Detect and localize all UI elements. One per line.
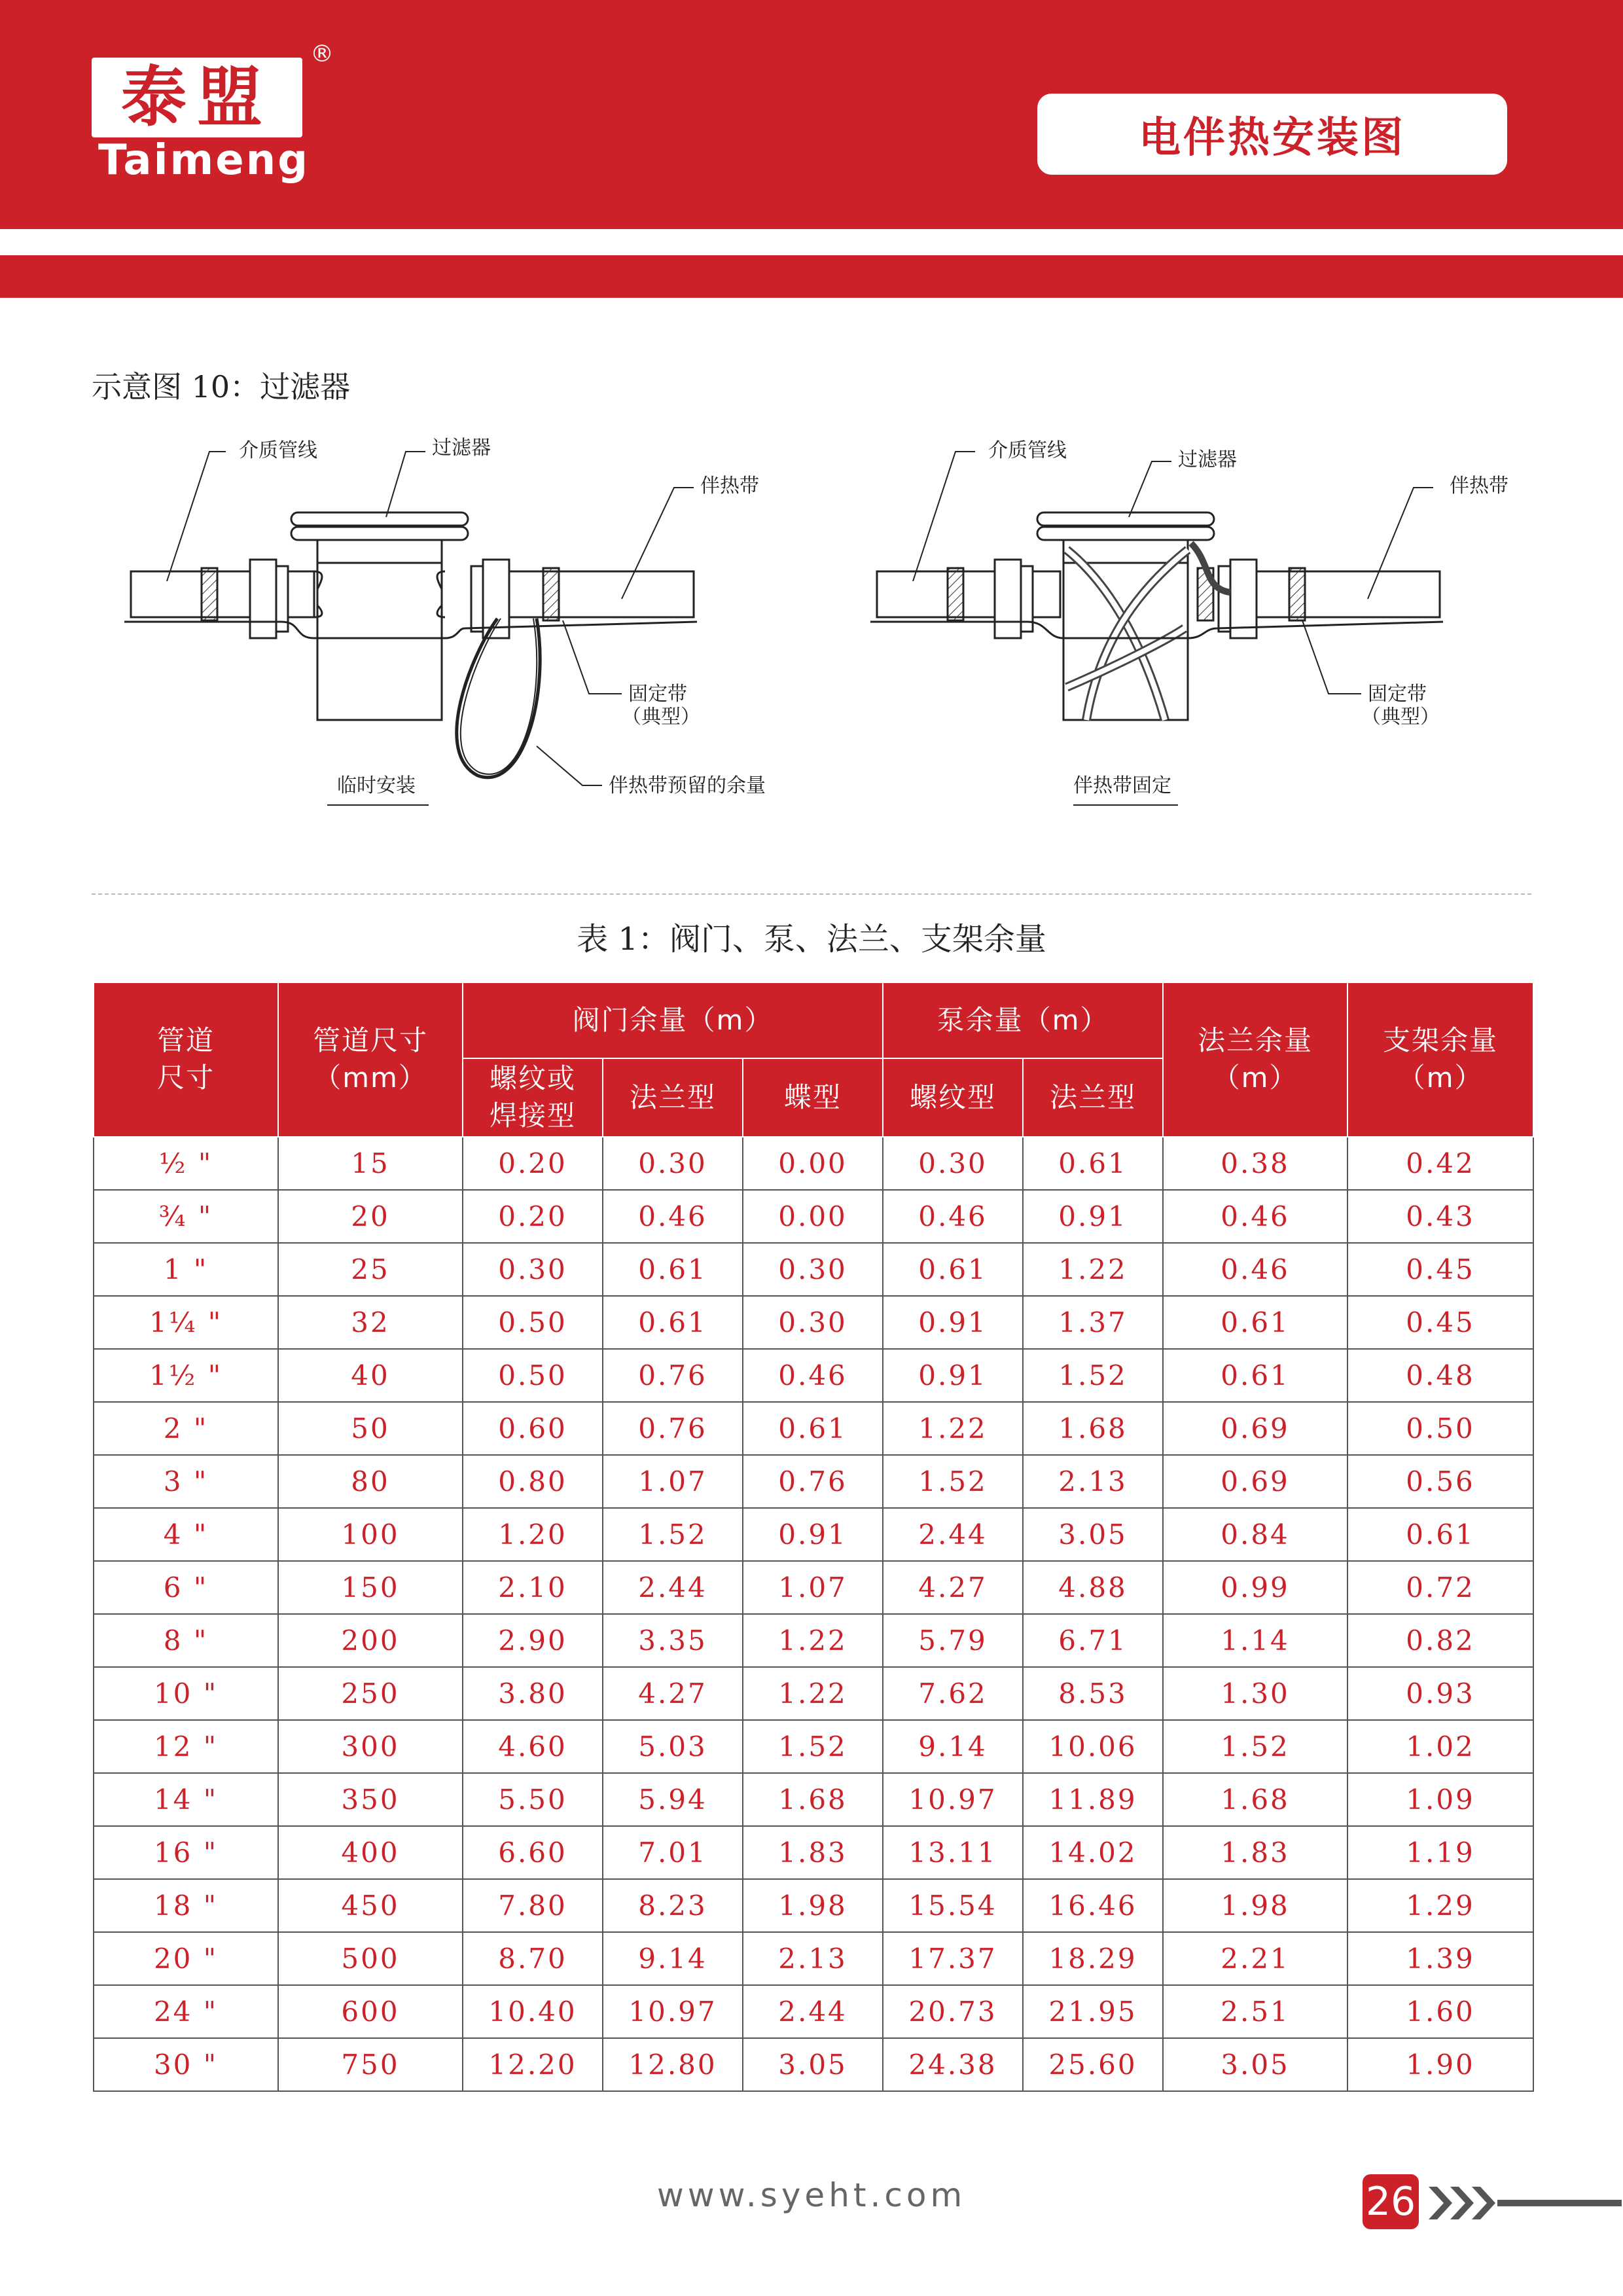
cell-valve-thread: 5.50 bbox=[463, 1773, 603, 1826]
cell-flange-allowance: 1.83 bbox=[1163, 1826, 1347, 1879]
header-pump-flange: 法兰型 bbox=[1023, 1058, 1163, 1137]
header-band bbox=[0, 255, 1623, 298]
cell-support-allowance: 0.82 bbox=[1347, 1614, 1533, 1667]
table-row bbox=[94, 1932, 1533, 1985]
cell-pipe-size: 24 " bbox=[94, 1985, 278, 2038]
cell-flange-allowance: 1.52 bbox=[1163, 1720, 1347, 1773]
label-fix-band-left: 固定带 bbox=[628, 683, 687, 706]
cell-support-allowance: 1.90 bbox=[1347, 2038, 1533, 2091]
cell-valve-butterfly: 0.30 bbox=[743, 1243, 883, 1296]
table-row bbox=[94, 1349, 1533, 1402]
cell-valve-butterfly: 0.00 bbox=[743, 1190, 883, 1243]
cell-support-allowance: 1.19 bbox=[1347, 1826, 1533, 1879]
cell-valve-flange: 5.03 bbox=[603, 1720, 743, 1773]
cell-valve-butterfly: 1.52 bbox=[743, 1720, 883, 1773]
cell-support-allowance: 1.09 bbox=[1347, 1773, 1533, 1826]
cell-support-allowance: 0.56 bbox=[1347, 1455, 1533, 1508]
cell-pipe-size: 10 " bbox=[94, 1667, 278, 1720]
allowance-table bbox=[93, 982, 1534, 2092]
cell-flange-allowance: 1.68 bbox=[1163, 1773, 1347, 1826]
header-pipe-size: 管道 尺寸 bbox=[94, 982, 278, 1137]
header-stripe bbox=[0, 229, 1623, 255]
cell-valve-butterfly: 0.91 bbox=[743, 1508, 883, 1561]
cell-pump-thread: 15.54 bbox=[883, 1879, 1023, 1932]
cell-valve-butterfly: 2.44 bbox=[743, 1985, 883, 2038]
page-title: 电伴热安装图 bbox=[1139, 114, 1406, 162]
cell-pipe-mm: 150 bbox=[278, 1561, 463, 1614]
cell-valve-flange: 7.01 bbox=[603, 1826, 743, 1879]
label-filter-right: 过滤器 bbox=[1178, 448, 1237, 471]
cell-support-allowance: 0.72 bbox=[1347, 1561, 1533, 1614]
cell-pipe-mm: 600 bbox=[278, 1985, 463, 2038]
cell-valve-thread: 0.50 bbox=[463, 1349, 603, 1402]
label-filter-left: 过滤器 bbox=[432, 437, 491, 459]
cell-valve-flange: 1.07 bbox=[603, 1455, 743, 1508]
cell-pump-thread: 0.46 bbox=[883, 1190, 1023, 1243]
cell-valve-thread: 10.40 bbox=[463, 1985, 603, 2038]
cell-valve-flange: 12.80 bbox=[603, 2038, 743, 2091]
cell-flange-allowance: 0.69 bbox=[1163, 1455, 1347, 1508]
cell-valve-butterfly: 2.13 bbox=[743, 1932, 883, 1985]
table-row bbox=[94, 1720, 1533, 1773]
caption-heat-trace-fixed: 伴热带固定 bbox=[1073, 774, 1171, 797]
table-row bbox=[94, 1773, 1533, 1826]
cell-pipe-size: 2 " bbox=[94, 1402, 278, 1455]
cell-flange-allowance: 0.46 bbox=[1163, 1190, 1347, 1243]
table-row bbox=[94, 1402, 1533, 1455]
cell-flange-allowance: 3.05 bbox=[1163, 2038, 1347, 2091]
cell-pipe-mm: 450 bbox=[278, 1879, 463, 1932]
cell-pump-thread: 5.79 bbox=[883, 1614, 1023, 1667]
cell-valve-butterfly: 0.76 bbox=[743, 1455, 883, 1508]
cell-pump-flange: 11.89 bbox=[1023, 1773, 1163, 1826]
cell-support-allowance: 0.61 bbox=[1347, 1508, 1533, 1561]
cell-pipe-mm: 32 bbox=[278, 1296, 463, 1349]
cell-pipe-size: 20 " bbox=[94, 1932, 278, 1985]
table-row bbox=[94, 1508, 1533, 1561]
cell-pipe-size: 6 " bbox=[94, 1561, 278, 1614]
cell-pump-thread: 10.97 bbox=[883, 1773, 1023, 1826]
cell-pump-flange: 18.29 bbox=[1023, 1932, 1163, 1985]
cell-pump-thread: 1.52 bbox=[883, 1455, 1023, 1508]
cell-valve-flange: 0.61 bbox=[603, 1296, 743, 1349]
cell-pump-thread: 17.37 bbox=[883, 1932, 1023, 1985]
cell-pipe-mm: 300 bbox=[278, 1720, 463, 1773]
cell-pump-thread: 2.44 bbox=[883, 1508, 1023, 1561]
cell-pump-flange: 4.88 bbox=[1023, 1561, 1163, 1614]
cell-valve-thread: 7.80 bbox=[463, 1879, 603, 1932]
caption-temporary-install: 临时安装 bbox=[337, 774, 416, 797]
cell-flange-allowance: 2.51 bbox=[1163, 1985, 1347, 2038]
cell-pipe-mm: 500 bbox=[278, 1932, 463, 1985]
table-row bbox=[94, 1137, 1533, 1190]
cell-support-allowance: 0.42 bbox=[1347, 1137, 1533, 1190]
cell-flange-allowance: 1.98 bbox=[1163, 1879, 1347, 1932]
cell-valve-flange: 0.30 bbox=[603, 1137, 743, 1190]
cell-pipe-mm: 400 bbox=[278, 1826, 463, 1879]
cell-pipe-mm: 80 bbox=[278, 1455, 463, 1508]
table-row bbox=[94, 1667, 1533, 1720]
cell-flange-allowance: 0.61 bbox=[1163, 1296, 1347, 1349]
cell-valve-thread: 0.60 bbox=[463, 1402, 603, 1455]
cell-valve-butterfly: 1.07 bbox=[743, 1561, 883, 1614]
cell-valve-flange: 0.76 bbox=[603, 1402, 743, 1455]
cell-valve-butterfly: 1.22 bbox=[743, 1614, 883, 1667]
cell-valve-butterfly: 0.61 bbox=[743, 1402, 883, 1455]
cell-flange-allowance: 1.30 bbox=[1163, 1667, 1347, 1720]
chevron-right-icon bbox=[1425, 2183, 1622, 2223]
cell-pump-thread: 13.11 bbox=[883, 1826, 1023, 1879]
header-pump-group: 泵余量（m） bbox=[883, 982, 1163, 1058]
cell-pump-flange: 0.91 bbox=[1023, 1190, 1163, 1243]
cell-valve-butterfly: 1.98 bbox=[743, 1879, 883, 1932]
registered-mark: ® bbox=[310, 41, 334, 67]
cell-valve-thread: 0.30 bbox=[463, 1243, 603, 1296]
logo-english: Taimeng bbox=[98, 136, 310, 185]
cell-valve-thread: 4.60 bbox=[463, 1720, 603, 1773]
cell-pump-flange: 3.05 bbox=[1023, 1508, 1163, 1561]
logo-chinese: 泰盟 bbox=[121, 59, 273, 135]
cell-pipe-mm: 750 bbox=[278, 2038, 463, 2091]
cell-support-allowance: 0.45 bbox=[1347, 1243, 1533, 1296]
cell-pipe-mm: 20 bbox=[278, 1190, 463, 1243]
cell-pump-flange: 10.06 bbox=[1023, 1720, 1163, 1773]
cell-valve-butterfly: 1.83 bbox=[743, 1826, 883, 1879]
cell-support-allowance: 1.02 bbox=[1347, 1720, 1533, 1773]
cell-pipe-mm: 15 bbox=[278, 1137, 463, 1190]
cell-valve-thread: 3.80 bbox=[463, 1667, 603, 1720]
cell-pump-thread: 0.91 bbox=[883, 1349, 1023, 1402]
cell-support-allowance: 0.43 bbox=[1347, 1190, 1533, 1243]
cell-pump-thread: 0.30 bbox=[883, 1137, 1023, 1190]
cell-valve-thread: 2.90 bbox=[463, 1614, 603, 1667]
header-valve-thread: 螺纹或 焊接型 bbox=[463, 1058, 603, 1137]
cell-valve-butterfly: 0.46 bbox=[743, 1349, 883, 1402]
table-caption: 表 1：阀门、泵、法兰、支架余量 bbox=[577, 921, 1046, 958]
filter-diagrams bbox=[0, 419, 1623, 838]
cell-valve-butterfly: 0.00 bbox=[743, 1137, 883, 1190]
header-pipe-mm: 管道尺寸 （mm） bbox=[278, 982, 463, 1137]
cell-pump-flange: 21.95 bbox=[1023, 1985, 1163, 2038]
cell-pump-flange: 1.37 bbox=[1023, 1296, 1163, 1349]
label-heat-trace-right: 伴热带 bbox=[1450, 475, 1508, 497]
cell-pump-thread: 4.27 bbox=[883, 1561, 1023, 1614]
cell-valve-flange: 1.52 bbox=[603, 1508, 743, 1561]
label-fix-band-right: 固定带 bbox=[1368, 683, 1427, 706]
header-support: 支架余量 （m） bbox=[1347, 982, 1533, 1137]
cell-pipe-mm: 350 bbox=[278, 1773, 463, 1826]
diagram-temporary-install bbox=[124, 512, 697, 778]
cell-pipe-size: 3 " bbox=[94, 1455, 278, 1508]
label-medium-pipe-left: 介质管线 bbox=[239, 439, 317, 462]
cell-pump-thread: 7.62 bbox=[883, 1667, 1023, 1720]
cell-pump-flange: 14.02 bbox=[1023, 1826, 1163, 1879]
cell-flange-allowance: 0.38 bbox=[1163, 1137, 1347, 1190]
cell-valve-thread: 0.20 bbox=[463, 1190, 603, 1243]
cell-support-allowance: 0.45 bbox=[1347, 1296, 1533, 1349]
cell-pump-flange: 1.22 bbox=[1023, 1243, 1163, 1296]
cell-valve-thread: 0.20 bbox=[463, 1137, 603, 1190]
table-row bbox=[94, 1985, 1533, 2038]
cell-support-allowance: 1.29 bbox=[1347, 1879, 1533, 1932]
table-row bbox=[94, 1826, 1533, 1879]
cell-pump-flange: 16.46 bbox=[1023, 1879, 1163, 1932]
cell-valve-butterfly: 3.05 bbox=[743, 2038, 883, 2091]
table-row bbox=[94, 1243, 1533, 1296]
footer-url: www.syeht.com bbox=[656, 2176, 967, 2214]
cell-pipe-size: 4 " bbox=[94, 1508, 278, 1561]
cell-flange-allowance: 1.14 bbox=[1163, 1614, 1347, 1667]
cell-flange-allowance: 2.21 bbox=[1163, 1932, 1347, 1985]
cell-support-allowance: 0.50 bbox=[1347, 1402, 1533, 1455]
cell-valve-flange: 0.46 bbox=[603, 1190, 743, 1243]
header-flange: 法兰余量 （m） bbox=[1163, 982, 1347, 1137]
cell-pipe-mm: 100 bbox=[278, 1508, 463, 1561]
cell-valve-thread: 2.10 bbox=[463, 1561, 603, 1614]
cell-valve-butterfly: 1.68 bbox=[743, 1773, 883, 1826]
table-row bbox=[94, 2038, 1533, 2091]
cell-pipe-mm: 40 bbox=[278, 1349, 463, 1402]
cell-valve-flange: 2.44 bbox=[603, 1561, 743, 1614]
label-heat-trace-left: 伴热带 bbox=[700, 475, 759, 497]
cell-pump-thread: 0.91 bbox=[883, 1296, 1023, 1349]
cell-pump-flange: 6.71 bbox=[1023, 1614, 1163, 1667]
cell-pump-thread: 1.22 bbox=[883, 1402, 1023, 1455]
cell-flange-allowance: 0.46 bbox=[1163, 1243, 1347, 1296]
diagram-heat-trace-fixed bbox=[870, 512, 1443, 720]
cell-valve-thread: 1.20 bbox=[463, 1508, 603, 1561]
cell-pipe-size: 12 " bbox=[94, 1720, 278, 1773]
cell-valve-butterfly: 0.30 bbox=[743, 1296, 883, 1349]
cell-pump-thread: 0.61 bbox=[883, 1243, 1023, 1296]
cell-valve-thread: 0.80 bbox=[463, 1455, 603, 1508]
cell-valve-thread: 0.50 bbox=[463, 1296, 603, 1349]
label-medium-pipe-right: 介质管线 bbox=[988, 439, 1067, 462]
cell-support-allowance: 1.60 bbox=[1347, 1985, 1533, 2038]
cell-valve-thread: 12.20 bbox=[463, 2038, 603, 2091]
label-fix-band-typical-right: （典型） bbox=[1361, 706, 1440, 728]
cell-valve-thread: 8.70 bbox=[463, 1932, 603, 1985]
page-number: 26 bbox=[1363, 2174, 1419, 2229]
cell-valve-flange: 3.35 bbox=[603, 1614, 743, 1667]
cell-pump-thread: 20.73 bbox=[883, 1985, 1023, 2038]
cell-pipe-mm: 200 bbox=[278, 1614, 463, 1667]
title-box bbox=[1037, 94, 1507, 175]
label-extra-length: 伴热带预留的余量 bbox=[609, 774, 766, 797]
cell-flange-allowance: 0.84 bbox=[1163, 1508, 1347, 1561]
cell-flange-allowance: 0.99 bbox=[1163, 1561, 1347, 1614]
header-valve-group: 阀门余量（m） bbox=[463, 982, 883, 1058]
cell-pipe-size: 1¼ " bbox=[94, 1296, 278, 1349]
header-valve-flange: 法兰型 bbox=[603, 1058, 743, 1137]
cell-valve-flange: 0.61 bbox=[603, 1243, 743, 1296]
figure-caption: 示意图 10：过滤器 bbox=[92, 369, 351, 404]
cell-flange-allowance: 0.61 bbox=[1163, 1349, 1347, 1402]
cell-pump-flange: 2.13 bbox=[1023, 1455, 1163, 1508]
table-row bbox=[94, 1614, 1533, 1667]
cell-pipe-size: ½ " bbox=[94, 1137, 278, 1190]
cell-pump-thread: 9.14 bbox=[883, 1720, 1023, 1773]
cell-pipe-size: 8 " bbox=[94, 1614, 278, 1667]
cell-pipe-size: 1 " bbox=[94, 1243, 278, 1296]
label-fix-band-typical-left: （典型） bbox=[622, 706, 700, 728]
cell-pump-flange: 25.60 bbox=[1023, 2038, 1163, 2091]
cell-valve-flange: 4.27 bbox=[603, 1667, 743, 1720]
cell-flange-allowance: 0.69 bbox=[1163, 1402, 1347, 1455]
header-pump-thread: 螺纹型 bbox=[883, 1058, 1023, 1137]
cell-pipe-mm: 250 bbox=[278, 1667, 463, 1720]
cell-pipe-mm: 50 bbox=[278, 1402, 463, 1455]
table-row bbox=[94, 1879, 1533, 1932]
header-valve-butterfly: 蝶型 bbox=[743, 1058, 883, 1137]
cell-pipe-size: 30 " bbox=[94, 2038, 278, 2091]
cell-pump-flange: 1.52 bbox=[1023, 1349, 1163, 1402]
table-row bbox=[94, 1561, 1533, 1614]
cell-pump-flange: 0.61 bbox=[1023, 1137, 1163, 1190]
table-row bbox=[94, 1455, 1533, 1508]
cell-support-allowance: 0.48 bbox=[1347, 1349, 1533, 1402]
cell-valve-flange: 10.97 bbox=[603, 1985, 743, 2038]
cell-valve-flange: 0.76 bbox=[603, 1349, 743, 1402]
cell-pump-thread: 24.38 bbox=[883, 2038, 1023, 2091]
cell-pipe-size: 1½ " bbox=[94, 1349, 278, 1402]
cell-valve-flange: 9.14 bbox=[603, 1932, 743, 1985]
table-body bbox=[94, 1137, 1533, 2091]
cell-pump-flange: 1.68 bbox=[1023, 1402, 1163, 1455]
cell-pump-flange: 8.53 bbox=[1023, 1667, 1163, 1720]
cell-valve-thread: 6.60 bbox=[463, 1826, 603, 1879]
table-row bbox=[94, 1190, 1533, 1243]
logo-box bbox=[92, 58, 302, 137]
cell-support-allowance: 1.39 bbox=[1347, 1932, 1533, 1985]
table-row bbox=[94, 1296, 1533, 1349]
cell-pipe-size: 16 " bbox=[94, 1826, 278, 1879]
cell-pipe-size: 18 " bbox=[94, 1879, 278, 1932]
cell-valve-butterfly: 1.22 bbox=[743, 1667, 883, 1720]
cell-valve-flange: 8.23 bbox=[603, 1879, 743, 1932]
cell-pipe-size: 14 " bbox=[94, 1773, 278, 1826]
cell-support-allowance: 0.93 bbox=[1347, 1667, 1533, 1720]
cell-pipe-mm: 25 bbox=[278, 1243, 463, 1296]
cell-valve-flange: 5.94 bbox=[603, 1773, 743, 1826]
section-divider bbox=[92, 893, 1531, 895]
cell-pipe-size: ¾ " bbox=[94, 1190, 278, 1243]
